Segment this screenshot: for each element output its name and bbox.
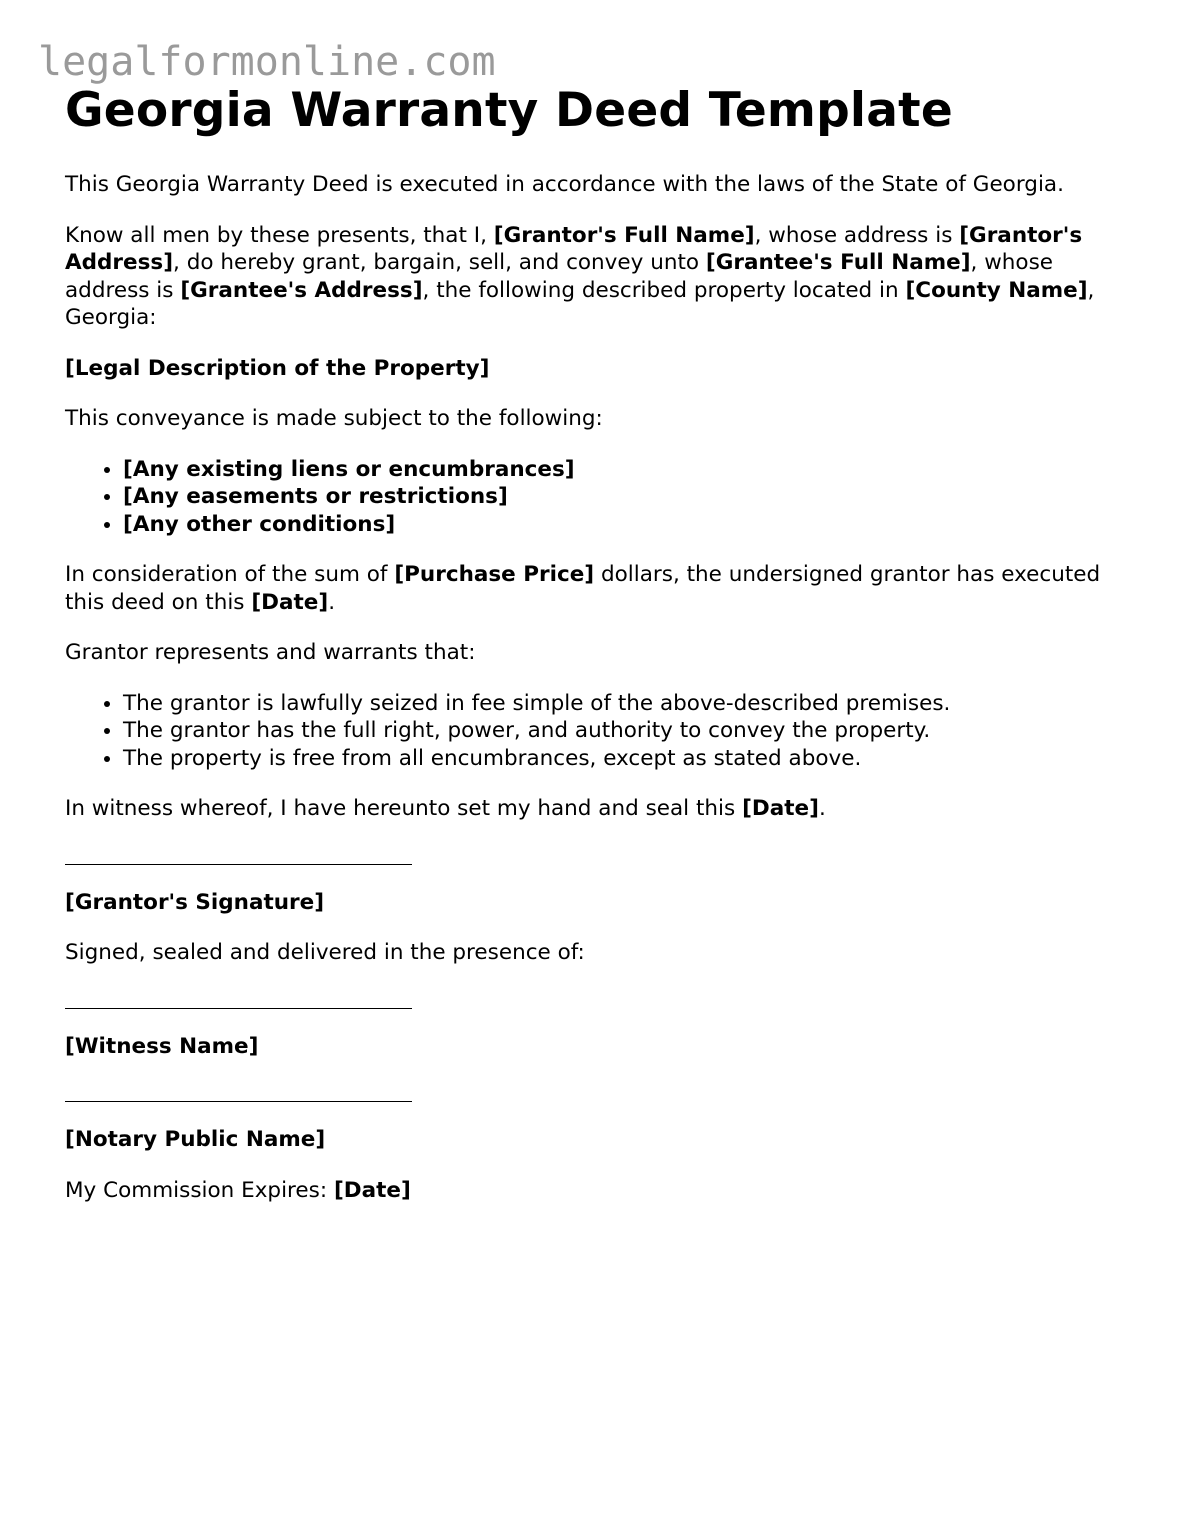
witness-clause <box>65 795 1125 823</box>
grantee-address-placeholder: [Grantee's Address] <box>180 277 423 303</box>
witness-clause-text-1: In witness whereof, I have hereunto set my hand and seal this <box>65 796 743 821</box>
site-watermark: legalformonline.com <box>38 39 496 85</box>
list-item <box>123 456 1125 484</box>
warrants-intro: Grantor represents and warrants that: <box>65 640 476 665</box>
witness-signature-line <box>65 1007 412 1009</box>
subject-intro: This conveyance is made subject to the following: <box>65 406 603 431</box>
consideration-text-1: In consideration of the sum of <box>65 562 395 587</box>
conveyance-paragraph <box>65 222 1125 332</box>
document-page <box>65 82 1125 1204</box>
consideration-text-3: . <box>328 589 336 615</box>
county-placeholder: [County Name] <box>905 277 1088 303</box>
list-item <box>123 483 1125 511</box>
warrants-list <box>65 690 1125 773</box>
notary-name-text: [Notary Public Name] <box>65 1127 326 1152</box>
conveyance-text-1: Know all men by these presents, that I, <box>65 222 494 248</box>
legal-description-text: [Legal Description of the Property] <box>65 355 490 381</box>
grantor-signature-label <box>65 889 1125 917</box>
legal-description-placeholder <box>65 355 1125 383</box>
consideration-paragraph <box>65 561 1125 616</box>
grantor-address-placeholder: [Grantor's Address] <box>65 222 1083 275</box>
notary-signature-line <box>65 1100 412 1102</box>
list-item <box>123 511 1125 539</box>
intro-paragraph: This Georgia Warranty Deed is executed in accordance with the laws of the State of Georgia. <box>65 172 1064 197</box>
commission-expiry <box>65 1177 1125 1205</box>
conveyance-text-6: , Georgia: <box>65 277 1095 330</box>
subject-item-easements: [Any easements or restrictions] <box>123 484 508 509</box>
witness-name-label <box>65 1033 1125 1061</box>
subject-item-liens: [Any existing liens or encumbrances] <box>123 456 575 482</box>
witness-name-text: [Witness Name] <box>65 1033 259 1059</box>
conveyance-text-4: , whose address is <box>65 250 1053 303</box>
grantor-signature-text: [Grantor's Signature] <box>65 889 325 915</box>
witness-clause-text-2: . <box>818 796 826 821</box>
execution-date-placeholder: [Date] <box>251 589 329 615</box>
list-item: • The property is free from all encumbrances, except as stated above. <box>123 745 1125 773</box>
subject-list <box>65 456 1125 539</box>
document-title: Georgia Warranty Deed Template <box>65 83 953 138</box>
purchase-price-placeholder: [Purchase Price] <box>394 562 595 587</box>
commission-date-placeholder: [Date] <box>333 1177 411 1203</box>
presence-statement: Signed, sealed and delivered in the presence of: <box>65 940 585 965</box>
conveyance-text-5: , the following described property located in <box>422 277 906 303</box>
grantee-name-placeholder: [Grantee's Full Name] <box>705 250 971 275</box>
grantor-signature-line <box>65 863 412 865</box>
conveyance-text-3: , do hereby grant, bargain, sell, and convey unto <box>173 250 706 275</box>
list-item: • The grantor is lawfully seized in fee simple of the above-described premises. <box>123 690 1125 718</box>
grantor-name-placeholder: [Grantor's Full Name] <box>493 222 755 248</box>
conveyance-text-2: , whose address is <box>754 222 960 248</box>
notary-name-label <box>65 1126 1125 1154</box>
list-item: • The grantor has the full right, power, and authority to convey the property. <box>123 717 1125 745</box>
commission-label: My Commission Expires: <box>65 1177 334 1203</box>
consideration-text-2: dollars, the undersigned grantor has executed this deed on this <box>65 562 1101 615</box>
subject-item-conditions: [Any other conditions] <box>123 511 396 537</box>
witness-date-placeholder: [Date] <box>742 796 819 821</box>
